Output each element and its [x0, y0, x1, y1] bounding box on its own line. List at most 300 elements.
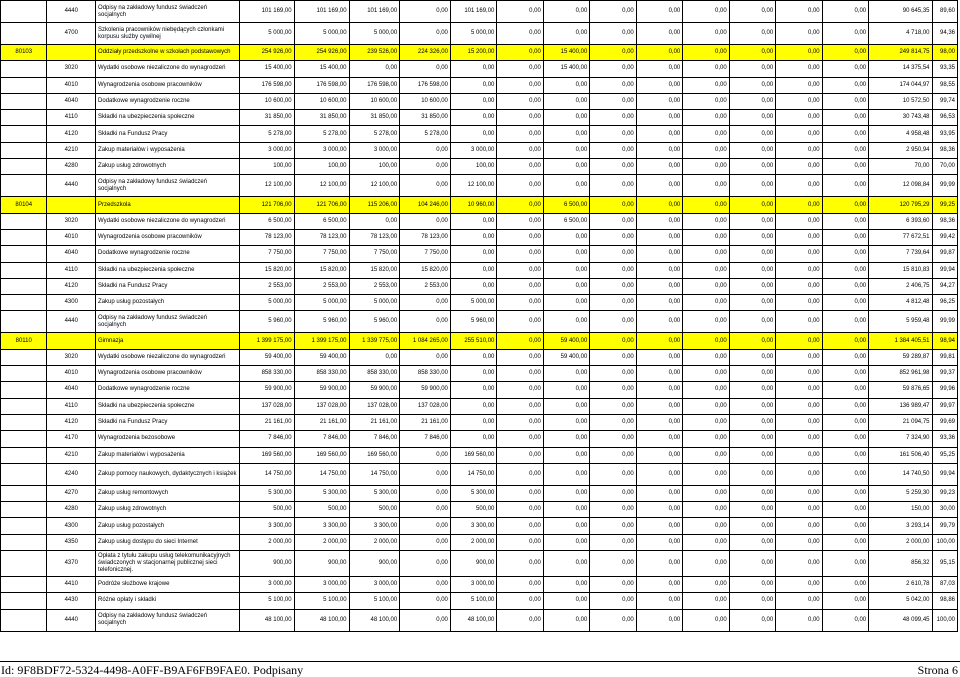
- amount-cell: 0,00: [497, 159, 543, 175]
- amount-cell: 5 959,48: [869, 311, 932, 333]
- section-code: [1, 23, 47, 45]
- amount-cell: 0,00: [450, 110, 496, 126]
- amount-cell: 0,00: [683, 61, 729, 77]
- amount-cell: 15 810,83: [869, 262, 932, 278]
- amount-cell: 120 795,29: [869, 197, 932, 213]
- table-row: [1, 77, 958, 93]
- amount-cell: 2 553,00: [239, 278, 294, 294]
- amount-cell: 0,00: [497, 398, 543, 414]
- amount-cell: 99,99: [932, 175, 958, 197]
- table-row: [1, 311, 958, 333]
- amount-cell: 0,00: [822, 142, 868, 158]
- amount-cell: 0,00: [497, 23, 543, 45]
- amount-cell: 0,00: [543, 414, 589, 430]
- amount-cell: 169 560,00: [294, 447, 349, 463]
- amount-cell: 48 100,00: [349, 609, 400, 631]
- amount-cell: 0,00: [683, 213, 729, 229]
- amount-cell: 10 600,00: [349, 93, 400, 109]
- amount-cell: 0,00: [776, 45, 822, 61]
- amount-cell: 12 100,00: [450, 175, 496, 197]
- amount-cell: 0,00: [683, 126, 729, 142]
- amount-cell: 0,00: [636, 518, 682, 534]
- amount-cell: 0,00: [636, 502, 682, 518]
- amount-cell: 0,00: [349, 349, 400, 365]
- amount-cell: 70,00: [932, 159, 958, 175]
- amount-cell: 0,00: [543, 142, 589, 158]
- amount-cell: 0,00: [776, 1, 822, 23]
- amount-cell: 3 000,00: [239, 577, 294, 593]
- amount-cell: 0,00: [497, 577, 543, 593]
- amount-cell: 0,00: [636, 93, 682, 109]
- amount-cell: 0,00: [636, 577, 682, 593]
- paragraph-code: 4120: [47, 414, 96, 430]
- item-name: Zakup pomocy naukowych, dydaktycznych i książek: [96, 463, 240, 485]
- section-code: [1, 77, 47, 93]
- amount-cell: 0,00: [543, 175, 589, 197]
- amount-cell: 5 100,00: [450, 593, 496, 609]
- table-row: [1, 447, 958, 463]
- amount-cell: 5 300,00: [349, 485, 400, 501]
- amount-cell: 0,00: [400, 502, 451, 518]
- amount-cell: 0,00: [822, 518, 868, 534]
- amount-cell: 4 958,48: [869, 126, 932, 142]
- amount-cell: 0,00: [776, 93, 822, 109]
- paragraph-code: 4440: [47, 311, 96, 333]
- amount-cell: 99,69: [932, 414, 958, 430]
- paragraph-code: 4120: [47, 278, 96, 294]
- amount-cell: 0,00: [590, 229, 636, 245]
- amount-cell: 7 750,00: [294, 246, 349, 262]
- amount-cell: 0,00: [683, 551, 729, 577]
- item-name: Gimnazja: [96, 333, 240, 349]
- amount-cell: 0,00: [400, 23, 451, 45]
- amount-cell: 10 600,00: [400, 93, 451, 109]
- amount-cell: 14 375,54: [869, 61, 932, 77]
- amount-cell: 100,00: [239, 159, 294, 175]
- section-code: [1, 229, 47, 245]
- paragraph-code: 4430: [47, 593, 96, 609]
- table-row: [1, 398, 958, 414]
- amount-cell: 224 326,00: [400, 45, 451, 61]
- section-row: [1, 45, 958, 61]
- table-row: [1, 93, 958, 109]
- amount-cell: 0,00: [636, 159, 682, 175]
- section-code: [1, 311, 47, 333]
- item-name: Składki na ubezpieczenia społeczne: [96, 110, 240, 126]
- table-row: [1, 213, 958, 229]
- amount-cell: 59 400,00: [543, 349, 589, 365]
- amount-cell: 59 400,00: [294, 349, 349, 365]
- amount-cell: 0,00: [776, 197, 822, 213]
- amount-cell: 10 600,00: [239, 93, 294, 109]
- item-name: Wydatki osobowe niezaliczone do wynagrodzeń: [96, 213, 240, 229]
- amount-cell: 4 812,48: [869, 295, 932, 311]
- amount-cell: 0,00: [729, 485, 775, 501]
- section-code: [1, 142, 47, 158]
- amount-cell: 0,00: [822, 77, 868, 93]
- amount-cell: 0,00: [590, 159, 636, 175]
- document-id: Id: 9F8BDF72-5324-4498-A0FF-B9AF6FB9FAE0. Podpisany: [1, 663, 304, 677]
- amount-cell: 0,00: [776, 159, 822, 175]
- paragraph-code: 4040: [47, 93, 96, 109]
- amount-cell: 0,00: [683, 110, 729, 126]
- amount-cell: 0,00: [683, 534, 729, 550]
- amount-cell: 6 393,60: [869, 213, 932, 229]
- amount-cell: 7 739,64: [869, 246, 932, 262]
- amount-cell: 15 820,00: [349, 262, 400, 278]
- amount-cell: 0,00: [729, 311, 775, 333]
- amount-cell: 100,00: [450, 159, 496, 175]
- amount-cell: 101 169,00: [239, 1, 294, 23]
- amount-cell: 0,00: [450, 262, 496, 278]
- amount-cell: 0,00: [729, 246, 775, 262]
- amount-cell: 7 750,00: [239, 246, 294, 262]
- amount-cell: 0,00: [776, 23, 822, 45]
- amount-cell: 0,00: [636, 366, 682, 382]
- amount-cell: 0,00: [683, 518, 729, 534]
- amount-cell: 0,00: [497, 142, 543, 158]
- amount-cell: 0,00: [683, 197, 729, 213]
- amount-cell: 0,00: [683, 1, 729, 23]
- amount-cell: 0,00: [776, 398, 822, 414]
- amount-cell: 0,00: [636, 414, 682, 430]
- amount-cell: 0,00: [590, 431, 636, 447]
- amount-cell: 0,00: [636, 1, 682, 23]
- amount-cell: 5 100,00: [294, 593, 349, 609]
- paragraph-code: 4040: [47, 246, 96, 262]
- amount-cell: 500,00: [294, 502, 349, 518]
- amount-cell: 858 330,00: [239, 366, 294, 382]
- amount-cell: 0,00: [543, 431, 589, 447]
- amount-cell: 6 500,00: [239, 213, 294, 229]
- section-code: [1, 398, 47, 414]
- amount-cell: 0,00: [822, 262, 868, 278]
- amount-cell: 10 960,00: [450, 197, 496, 213]
- paragraph-code: 3020: [47, 213, 96, 229]
- amount-cell: 0,00: [497, 213, 543, 229]
- amount-cell: 98,00: [932, 45, 958, 61]
- amount-cell: 99,25: [932, 197, 958, 213]
- amount-cell: 96,25: [932, 295, 958, 311]
- amount-cell: 0,00: [497, 126, 543, 142]
- table-row: [1, 61, 958, 77]
- amount-cell: 0,00: [543, 609, 589, 631]
- amount-cell: 0,00: [590, 23, 636, 45]
- section-code: [1, 518, 47, 534]
- amount-cell: 255 510,00: [450, 333, 496, 349]
- section-code: [1, 213, 47, 229]
- amount-cell: 3 000,00: [294, 142, 349, 158]
- table-row: [1, 159, 958, 175]
- item-name: Zakup usług zdrowotnych: [96, 159, 240, 175]
- amount-cell: 169 560,00: [349, 447, 400, 463]
- amount-cell: 121 706,00: [239, 197, 294, 213]
- amount-cell: 0,00: [683, 366, 729, 382]
- amount-cell: 0,00: [450, 77, 496, 93]
- amount-cell: 94,27: [932, 278, 958, 294]
- amount-cell: 0,00: [729, 609, 775, 631]
- amount-cell: 0,00: [822, 175, 868, 197]
- amount-cell: 99,42: [932, 229, 958, 245]
- amount-cell: 0,00: [590, 485, 636, 501]
- amount-cell: 31 850,00: [400, 110, 451, 126]
- amount-cell: 0,00: [497, 414, 543, 430]
- amount-cell: 5 000,00: [294, 23, 349, 45]
- amount-cell: 0,00: [636, 609, 682, 631]
- item-name: Składki na Fundusz Pracy: [96, 278, 240, 294]
- amount-cell: 7 750,00: [400, 246, 451, 262]
- amount-cell: 1 339 775,00: [349, 333, 400, 349]
- item-name: Oddziały przedszkolne w szkołach podstawowych: [96, 45, 240, 61]
- section-code: [1, 262, 47, 278]
- amount-cell: 0,00: [822, 463, 868, 485]
- amount-cell: 0,00: [776, 246, 822, 262]
- table-row: [1, 126, 958, 142]
- amount-cell: 5 300,00: [294, 485, 349, 501]
- section-code: [1, 577, 47, 593]
- section-code: [1, 609, 47, 631]
- item-name: Odpisy na zakładowy fundusz świadczeń socjalnych: [96, 609, 240, 631]
- item-name: Zakup usług pozostałych: [96, 518, 240, 534]
- amount-cell: 0,00: [497, 77, 543, 93]
- amount-cell: 59 900,00: [294, 382, 349, 398]
- amount-cell: 98,36: [932, 213, 958, 229]
- table-row: [1, 366, 958, 382]
- amount-cell: 0,00: [400, 142, 451, 158]
- amount-cell: 852 961,98: [869, 366, 932, 382]
- amount-cell: 0,00: [450, 431, 496, 447]
- amount-cell: 0,00: [450, 61, 496, 77]
- amount-cell: 0,00: [497, 110, 543, 126]
- amount-cell: 0,00: [497, 1, 543, 23]
- amount-cell: 30,00: [932, 502, 958, 518]
- amount-cell: 169 560,00: [239, 447, 294, 463]
- table-row: [1, 593, 958, 609]
- amount-cell: 0,00: [636, 77, 682, 93]
- amount-cell: 5 300,00: [450, 485, 496, 501]
- section-code: 80103: [1, 45, 47, 61]
- amount-cell: 0,00: [683, 93, 729, 109]
- amount-cell: 0,00: [543, 534, 589, 550]
- page-number: Strona 6: [917, 663, 958, 677]
- amount-cell: 0,00: [776, 229, 822, 245]
- table-row: [1, 463, 958, 485]
- amount-cell: 95,25: [932, 447, 958, 463]
- amount-cell: 0,00: [729, 333, 775, 349]
- amount-cell: 0,00: [590, 311, 636, 333]
- amount-cell: 0,00: [683, 577, 729, 593]
- amount-cell: 100,00: [294, 159, 349, 175]
- amount-cell: 99,96: [932, 382, 958, 398]
- amount-cell: 5 000,00: [239, 295, 294, 311]
- amount-cell: 87,03: [932, 577, 958, 593]
- amount-cell: 5 278,00: [349, 126, 400, 142]
- amount-cell: 0,00: [400, 311, 451, 333]
- amount-cell: 0,00: [636, 45, 682, 61]
- amount-cell: 2 000,00: [450, 534, 496, 550]
- amount-cell: 0,00: [497, 175, 543, 197]
- table-row: [1, 577, 958, 593]
- amount-cell: 0,00: [729, 382, 775, 398]
- amount-cell: 59 900,00: [239, 382, 294, 398]
- amount-cell: 0,00: [776, 534, 822, 550]
- amount-cell: 0,00: [590, 447, 636, 463]
- amount-cell: 78 123,00: [400, 229, 451, 245]
- item-name: Podróże służbowe krajowe: [96, 577, 240, 593]
- amount-cell: 0,00: [729, 61, 775, 77]
- amount-cell: 5 960,00: [239, 311, 294, 333]
- amount-cell: 137 028,00: [294, 398, 349, 414]
- amount-cell: 0,00: [636, 295, 682, 311]
- amount-cell: 500,00: [450, 502, 496, 518]
- paragraph-code: 4700: [47, 23, 96, 45]
- amount-cell: 0,00: [822, 93, 868, 109]
- amount-cell: 6 500,00: [543, 213, 589, 229]
- paragraph-code: 3020: [47, 349, 96, 365]
- amount-cell: 0,00: [590, 609, 636, 631]
- amount-cell: 0,00: [822, 502, 868, 518]
- item-name: Składki na Fundusz Pracy: [96, 414, 240, 430]
- amount-cell: 99,94: [932, 262, 958, 278]
- amount-cell: 95,15: [932, 551, 958, 577]
- amount-cell: 254 926,00: [239, 45, 294, 61]
- amount-cell: 900,00: [450, 551, 496, 577]
- table-row: [1, 229, 958, 245]
- section-code: [1, 447, 47, 463]
- paragraph-code: 4170: [47, 431, 96, 447]
- table-row: [1, 110, 958, 126]
- amount-cell: 136 989,47: [869, 398, 932, 414]
- item-name: Wynagrodzenia bezosobowe: [96, 431, 240, 447]
- paragraph-code: 4120: [47, 126, 96, 142]
- amount-cell: 48 100,00: [450, 609, 496, 631]
- amount-cell: 5 960,00: [450, 311, 496, 333]
- amount-cell: 137 028,00: [400, 398, 451, 414]
- amount-cell: 176 598,00: [349, 77, 400, 93]
- amount-cell: 0,00: [400, 551, 451, 577]
- amount-cell: 0,00: [776, 311, 822, 333]
- amount-cell: 0,00: [636, 61, 682, 77]
- amount-cell: 0,00: [822, 398, 868, 414]
- amount-cell: 99,81: [932, 349, 958, 365]
- item-name: Dodatkowe wynagrodzenie roczne: [96, 93, 240, 109]
- amount-cell: 100,00: [349, 159, 400, 175]
- amount-cell: 0,00: [590, 333, 636, 349]
- amount-cell: 5 278,00: [400, 126, 451, 142]
- amount-cell: 0,00: [683, 159, 729, 175]
- amount-cell: 0,00: [497, 333, 543, 349]
- amount-cell: 1 399 175,00: [239, 333, 294, 349]
- amount-cell: 5 278,00: [239, 126, 294, 142]
- amount-cell: 0,00: [729, 502, 775, 518]
- amount-cell: 101 169,00: [450, 1, 496, 23]
- paragraph-code: 4110: [47, 398, 96, 414]
- amount-cell: 15 400,00: [294, 61, 349, 77]
- amount-cell: 0,00: [776, 349, 822, 365]
- item-name: Dodatkowe wynagrodzenie roczne: [96, 382, 240, 398]
- item-name: Składki na Fundusz Pracy: [96, 126, 240, 142]
- amount-cell: 0,00: [729, 398, 775, 414]
- amount-cell: 3 300,00: [349, 518, 400, 534]
- amount-cell: 0,00: [450, 366, 496, 382]
- amount-cell: 121 706,00: [294, 197, 349, 213]
- amount-cell: 1 384 405,51: [869, 333, 932, 349]
- amount-cell: 0,00: [590, 534, 636, 550]
- table-row: [1, 175, 958, 197]
- amount-cell: 0,00: [450, 278, 496, 294]
- section-code: [1, 502, 47, 518]
- amount-cell: 249 814,75: [869, 45, 932, 61]
- amount-cell: 0,00: [543, 77, 589, 93]
- amount-cell: 31 850,00: [349, 110, 400, 126]
- amount-cell: 12 100,00: [349, 175, 400, 197]
- section-code: [1, 278, 47, 294]
- amount-cell: 0,00: [822, 229, 868, 245]
- amount-cell: 0,00: [729, 278, 775, 294]
- table-row: [1, 262, 958, 278]
- amount-cell: 0,00: [636, 262, 682, 278]
- amount-cell: 5 278,00: [294, 126, 349, 142]
- amount-cell: 5 259,30: [869, 485, 932, 501]
- amount-cell: 93,95: [932, 126, 958, 142]
- amount-cell: 176 598,00: [294, 77, 349, 93]
- amount-cell: 150,00: [869, 502, 932, 518]
- amount-cell: 5 042,00: [869, 593, 932, 609]
- amount-cell: 0,00: [822, 311, 868, 333]
- amount-cell: 0,00: [683, 463, 729, 485]
- amount-cell: 93,35: [932, 61, 958, 77]
- amount-cell: 0,00: [729, 77, 775, 93]
- amount-cell: 0,00: [683, 229, 729, 245]
- amount-cell: 0,00: [683, 502, 729, 518]
- table-row: [1, 609, 958, 631]
- amount-cell: 78 123,00: [239, 229, 294, 245]
- section-code: [1, 382, 47, 398]
- amount-cell: 0,00: [683, 349, 729, 365]
- amount-cell: 21 161,00: [400, 414, 451, 430]
- paragraph-code: [47, 45, 96, 61]
- paragraph-code: [47, 333, 96, 349]
- amount-cell: 12 100,00: [294, 175, 349, 197]
- amount-cell: 0,00: [543, 577, 589, 593]
- paragraph-code: 4210: [47, 142, 96, 158]
- amount-cell: 0,00: [776, 61, 822, 77]
- amount-cell: 0,00: [590, 61, 636, 77]
- amount-cell: 0,00: [729, 229, 775, 245]
- amount-cell: 0,00: [683, 609, 729, 631]
- amount-cell: 5 300,00: [239, 485, 294, 501]
- amount-cell: 0,00: [497, 93, 543, 109]
- table-row: [1, 382, 958, 398]
- amount-cell: 0,00: [497, 295, 543, 311]
- amount-cell: 48 100,00: [239, 609, 294, 631]
- amount-cell: 169 560,00: [450, 447, 496, 463]
- amount-cell: 0,00: [729, 463, 775, 485]
- amount-cell: 0,00: [776, 463, 822, 485]
- amount-cell: 0,00: [400, 463, 451, 485]
- amount-cell: 0,00: [683, 333, 729, 349]
- amount-cell: 858 330,00: [349, 366, 400, 382]
- amount-cell: 0,00: [400, 609, 451, 631]
- amount-cell: 0,00: [590, 551, 636, 577]
- amount-cell: 0,00: [497, 349, 543, 365]
- amount-cell: 0,00: [729, 414, 775, 430]
- amount-cell: 0,00: [822, 431, 868, 447]
- amount-cell: 0,00: [822, 1, 868, 23]
- amount-cell: 21 161,00: [349, 414, 400, 430]
- amount-cell: 0,00: [683, 382, 729, 398]
- amount-cell: 0,00: [776, 382, 822, 398]
